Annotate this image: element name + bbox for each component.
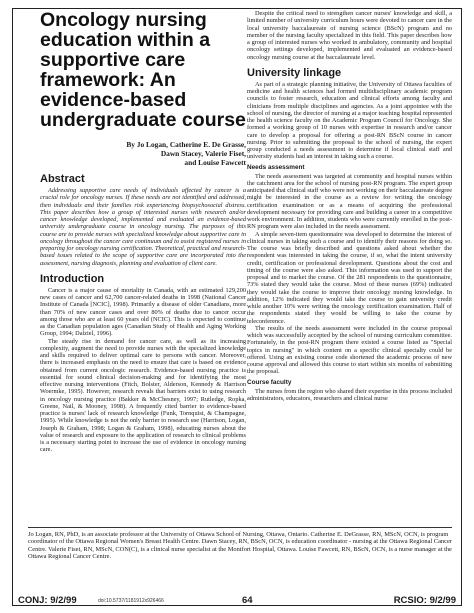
author-line: and Louise Fawcett (184, 158, 246, 167)
faculty-paragraph: The nurses from the region who shared their expertise in this process included administrators, educators, researchers and clinical nurse (247, 387, 452, 402)
author-list (40, 140, 246, 167)
needs-paragraph: The needs assessment was targeted at community and hospital nurses within the catchment area for the school of nursing post-RN program. The expert group anticipated that clinical staff who were not working on their baccalaureate degree might be interested in the course as a review for writing the oncology certification examination or as a means of acquiring the professional development necessary for providing care and building a career in a competitive work environment. In addition, students who were currently enrolled in the post-RN program were also included in the needs assessment. (247, 172, 452, 231)
right-column (247, 10, 452, 402)
author-bio-text: Jo Logan, RN, PhD, is an associate professor at the University of Ottawa School of Nursing, Ottawa, Ontario. Catherine E. DeGrasse, RN, MScN, OCN, is program coordinator of the Ottawa Regional Women's Breast Health Centre. Dawn Stacey, RN, BScN, OCN, is education coordinator - nursing at the Ottawa Regional Cancer Centre. Valerie Fiset, RN, MScN, CON(C), is a clinical nurse specialist at the Montfort Hospital, Ottawa. Louise Fawcett, RN, BScN, OCN, is a nurse manager at the Ottawa Regional Cancer Centre. (28, 531, 452, 560)
introduction-paragraph: The steady rise in demand for cancer care, as well as its increasing complexity, augment the need to provide nurses with the specialized knowledge and skills required to deliver optimal care to persons with cancer. Moreover, there is increased emphasis on the need to ensure that care is based on evidence obtained from current oncologic research. Evidence-based nursing practice is essential for sound clinical decision-making and for identifying the most effective nursing interventions (Fitch, Bolster, Alderson, Kennedy & Harrison Woermke, 1995). However, research reveals that barriers exist to using research in oncology nursing practice (Bakker & McChesney, 1997; Rutledge, Ropka, Greene, Nail, & Mooney, 1998). A frequently cited barrier to evidence-based practice is nurses' lack of research knowledge (Funk, Tornquist, & Champagne, 1995). While knowledge is not the only barrier to research use (Harrison, Logan, Joseph & Graham, 1998; Logan & Graham, 1998), educating nurses about the value of research and exposure to the application of research to clinical problems is a necessary starting point to increase the use of evidence in oncology nursing care. (40, 337, 246, 454)
linkage-heading: University linkage (247, 66, 342, 79)
author-line: By Jo Logan, Catherine E. De Grasse, (126, 140, 246, 149)
introduction-heading: Introduction (40, 272, 105, 285)
page-footer (12, 595, 462, 609)
footer-journal-left: CONJ: 9/2/99 (18, 595, 77, 606)
author-line: Dawn Stacey, Valerie Fiset, (160, 149, 246, 158)
faculty-heading: Course faculty (247, 378, 292, 386)
page-number: 64 (242, 595, 253, 606)
author-bio-box (28, 527, 452, 560)
linkage-paragraph: As part of a strategic planning initiative, the University of Ottawa faculties of medicine and health sciences had formed multidisciplinary academic program councils to foster research, education and clinical efforts among faculty and clinicians from multiple disciplines and agencies. As a joint appointee with the school of nursing, the director of nursing at a major teaching hospital represented the health science faculty on the Academic Program Council for Oncology. She formed a working group of 10 nurses with expertise in research and/or cancer care to develop a proposal for offering a post-RN BScN course in cancer nursing. Prior to submitting the proposal to the school of nursing, the expert group conducted a needs assessment to determine if local clinical staff and university students had an interest in taking such a course. (247, 80, 452, 161)
continued-intro-paragraph: Despite the critical need to strengthen cancer nurses' knowledge and skill, a limited number of university curriculum hours were devoted to cancer care in the local university baccalaureate of nursing science (BScN) program and no member of the nursing faculty specialized in this field. This paper describes how a group of interested nurses who worked in ambulatory, community and hospital oncology settings developed, implemented and evaluated an evidence-based oncology nursing course at the baccalaureate level. (247, 10, 452, 61)
abstract-text: Addressing supportive care needs of individuals affected by cancer is a crucial role for oncology nurses. If these needs are not identified and addressed, then individuals and their families risk experiencing biopsychosocial distress. This paper describes how a group of interested nurses with research and/or cancer knowledge developed, implemented and evaluated an evidence-based university undergraduate course in oncology nursing. The purposes of this course are to provide nurses with specialized knowledge about supportive care in oncology throughout the cancer care continuum and to assist registered nurses in preparing for oncology nursing certification. Theoretical, practical and research-based issues related to the scope of supportive care are incorporated into the assessment, nursing diagnosis, planning and evaluation of client care. (40, 187, 246, 267)
needs-paragraph: A simple seven-item questionnaire was developed to determine the interest of clinical nurses in taking such a course and to identify their reasons for doing so. The course was briefly described and questions asked about whether the respondent was interested in taking the course, if so, what the intent university credit, certification or professional development. Questions about the cost and timing of the course were also asked. This information was used to support the proposal and to market the course. Of the 281 respondents to the questionnaire, 73% stated they would take the course. Most of these nurses (69%) indicated they would take the course to improve their oncology nursing knowledge. In addition, 12% indicated they would take the course to gain university credit while another 10% were writing the oncology certification examination. Half of the respondents stated they would be willing to take the course by teleconference. (247, 230, 452, 325)
abstract-heading: Abstract (40, 173, 85, 185)
footer-journal-right: RCSIO: 9/2/99 (393, 595, 456, 606)
left-column (40, 10, 246, 454)
article-title: Oncology nursing education within a supportive care framework: An evidence-based undergraduate course (40, 9, 246, 131)
footer-doi: doi:10.5737/1181912x926466 (98, 598, 164, 604)
needs-heading: Needs assessment (247, 163, 305, 171)
introduction-paragraph: Cancer is a major cause of mortality in Canada, with an estimated 129,200 new cases of cancer and 62,700 cancer-related deaths in 1998 (National Cancer Institute of Canada [NCIC], 1998). Primarily a disease of older Canadians, more than 70% of new cancer cases and over 80% of deaths due to cancer occur among those who are at least 60 years old (NCIC). This is expected to continue as the Canadian population ages (Canadian Study of Health and Aging Working Group, 1994; Dalziel, 1996). (40, 286, 246, 338)
needs-paragraph: The results of the needs assessment were included in the course proposal which was successfully accepted by the school of nursing curriculum committee. Fortunately, in the post-RN program there existed a course listed as "Special topics in nursing" in which content on a specific clinical specialty could be offered. Using an existing course code shortened the academic process of new course approval and allowed this course to start within six months of submitting the proposal. (247, 324, 452, 376)
